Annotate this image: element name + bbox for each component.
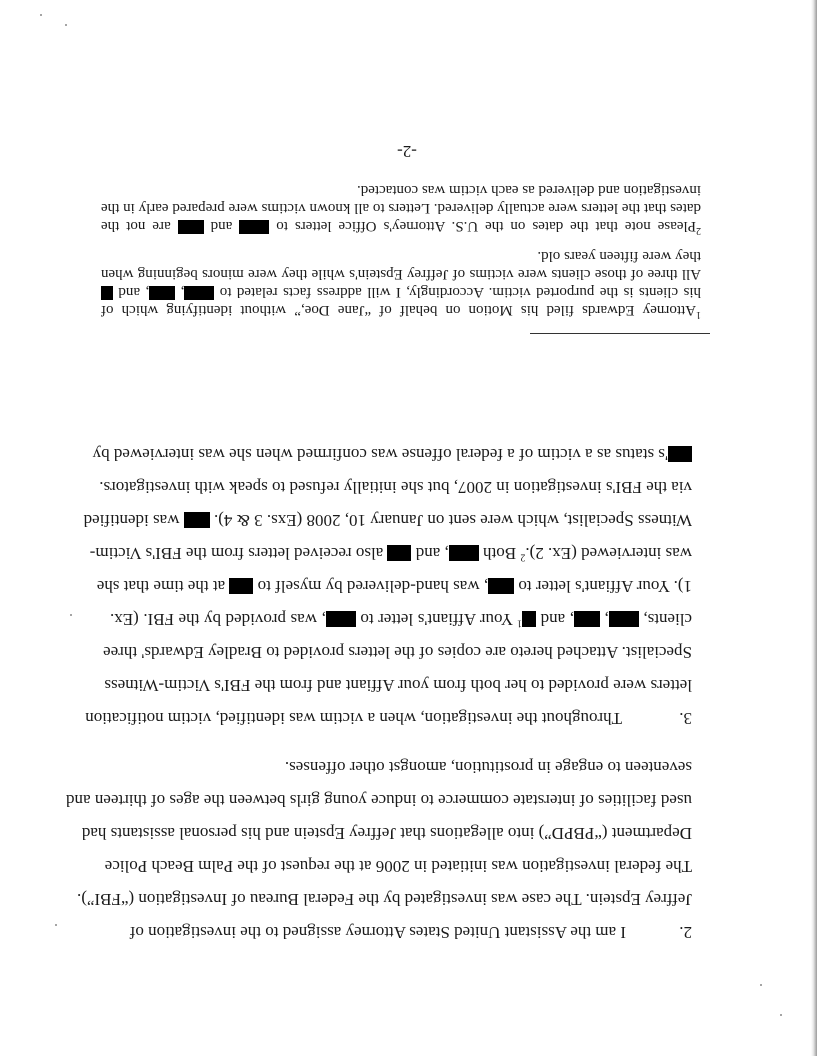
footnote-1-line-3: All three of those clients were victims of Jeffrey Epstein's while they were minors beginning when [101, 266, 701, 282]
redaction-box [229, 578, 253, 594]
paragraph-2-number: 2. [679, 923, 692, 942]
footnote-separator [530, 333, 710, 334]
footnote-2-line-1: $^2$Please note that the dates on the U.S. Attorney's Office letters to and are not the [100, 218, 701, 236]
paragraph-3-line-4: clients, , , and $^1$ Your Affiant's letter to , was provided by the FBI. (Ex. [109, 610, 692, 629]
scan-speck [70, 614, 72, 616]
redaction-box [101, 286, 113, 300]
redaction-box [488, 578, 514, 594]
redaction-box [184, 512, 210, 528]
paragraph-3-line-5: 1). Your Affiant's letter to , was hand-delivered by myself to at the time that she [96, 577, 692, 596]
scan-shadow-edge [811, 0, 817, 1056]
footnote-1-line-4: they were fifteen years old. [537, 248, 701, 264]
paragraph-3-line-7: Witness Specialist, which were sent on January 10, 2008 (Exs. 3 & 4). was identified [83, 511, 692, 530]
footnote-2-mark: 2 [696, 225, 701, 236]
footnote-ref-1[interactable]: 1 [517, 617, 522, 629]
footnote-2-line-2: dates that the letters were actually delivered. Letters to all known victims were prepared early in the [101, 200, 701, 216]
redaction-box [522, 611, 536, 627]
footnote-ref-2[interactable]: 2 [520, 551, 526, 563]
paragraph-3-number: 3. [679, 709, 692, 728]
scan-speck [760, 984, 762, 986]
scan-speck [780, 1014, 782, 1016]
paragraph-3-line-9: 's status as a victim of a federal offense was confirmed when she was interviewed by [110, 444, 692, 464]
paragraph-2-line-2: Jeffrey Epstein. The case was investigated by the Federal Bureau of Investigation (“FBI”). [77, 890, 692, 909]
scan-speck [40, 14, 42, 16]
scan-speck [55, 924, 57, 926]
paragraph-3-line-3: Specialist. Attached hereto are copies of the letters provided to Bradley Edwards' three [103, 643, 692, 662]
paragraph-3-line-2: letters were provided to her both from your Affiant and from the FBI's Victim-Witness [104, 676, 692, 695]
redaction-box [574, 611, 600, 627]
paragraph-2-line-4: Department (“PBPD”) into allegations that Jeffrey Epstein and his personal assistants had [81, 824, 692, 843]
paragraph-3-line-1: 3.Throughout the investigation, when a victim was identified, victim notification [85, 709, 692, 728]
redaction-box [149, 286, 175, 300]
scan-speck [65, 24, 67, 26]
paragraph-2-line-5: used facilities of interstate commerce to induce young girls between the ages of thirteen and [66, 791, 692, 810]
paragraph-2-line-6: seventeen to engage in prostitution, amongst other offenses. [284, 758, 692, 777]
redaction-box [184, 286, 214, 300]
redaction-box [668, 446, 692, 462]
page-number: -2- [397, 142, 417, 161]
redaction-box [239, 220, 269, 234]
footnote-2-line-3: investigation and delivered as each victim was contacted. [356, 182, 701, 198]
redaction-box [326, 611, 356, 627]
redaction-box [609, 611, 639, 627]
footnote-1-line-2: his clients is the purported victim. Accordingly, I will address facts related to , , and [101, 283, 701, 300]
footnote-1-mark: 1 [696, 309, 701, 320]
redaction-box [178, 220, 204, 234]
redaction-box [388, 545, 412, 561]
paragraph-2-line-1: 2.I am the Assistant United States Attorney assigned to the investigation of [129, 923, 692, 942]
paragraph-3-line-8: via the FBI's investigation in 2007, but she initially refused to speak with investigators. [99, 478, 692, 497]
paragraph-2-line-3: The federal investigation was initiated in 2006 at the request of the Palm Beach Police [104, 857, 692, 876]
footnote-1-line-1: $^1$Attorney Edwards filed his Motion on behalf of “Jane Doe,” without identifying which of [101, 302, 701, 320]
redaction-box [449, 545, 479, 561]
paragraph-3-line-6: was interviewed (Ex. 2).$^2$ Both , and also received letters from the FBI's Victim- [89, 544, 692, 563]
